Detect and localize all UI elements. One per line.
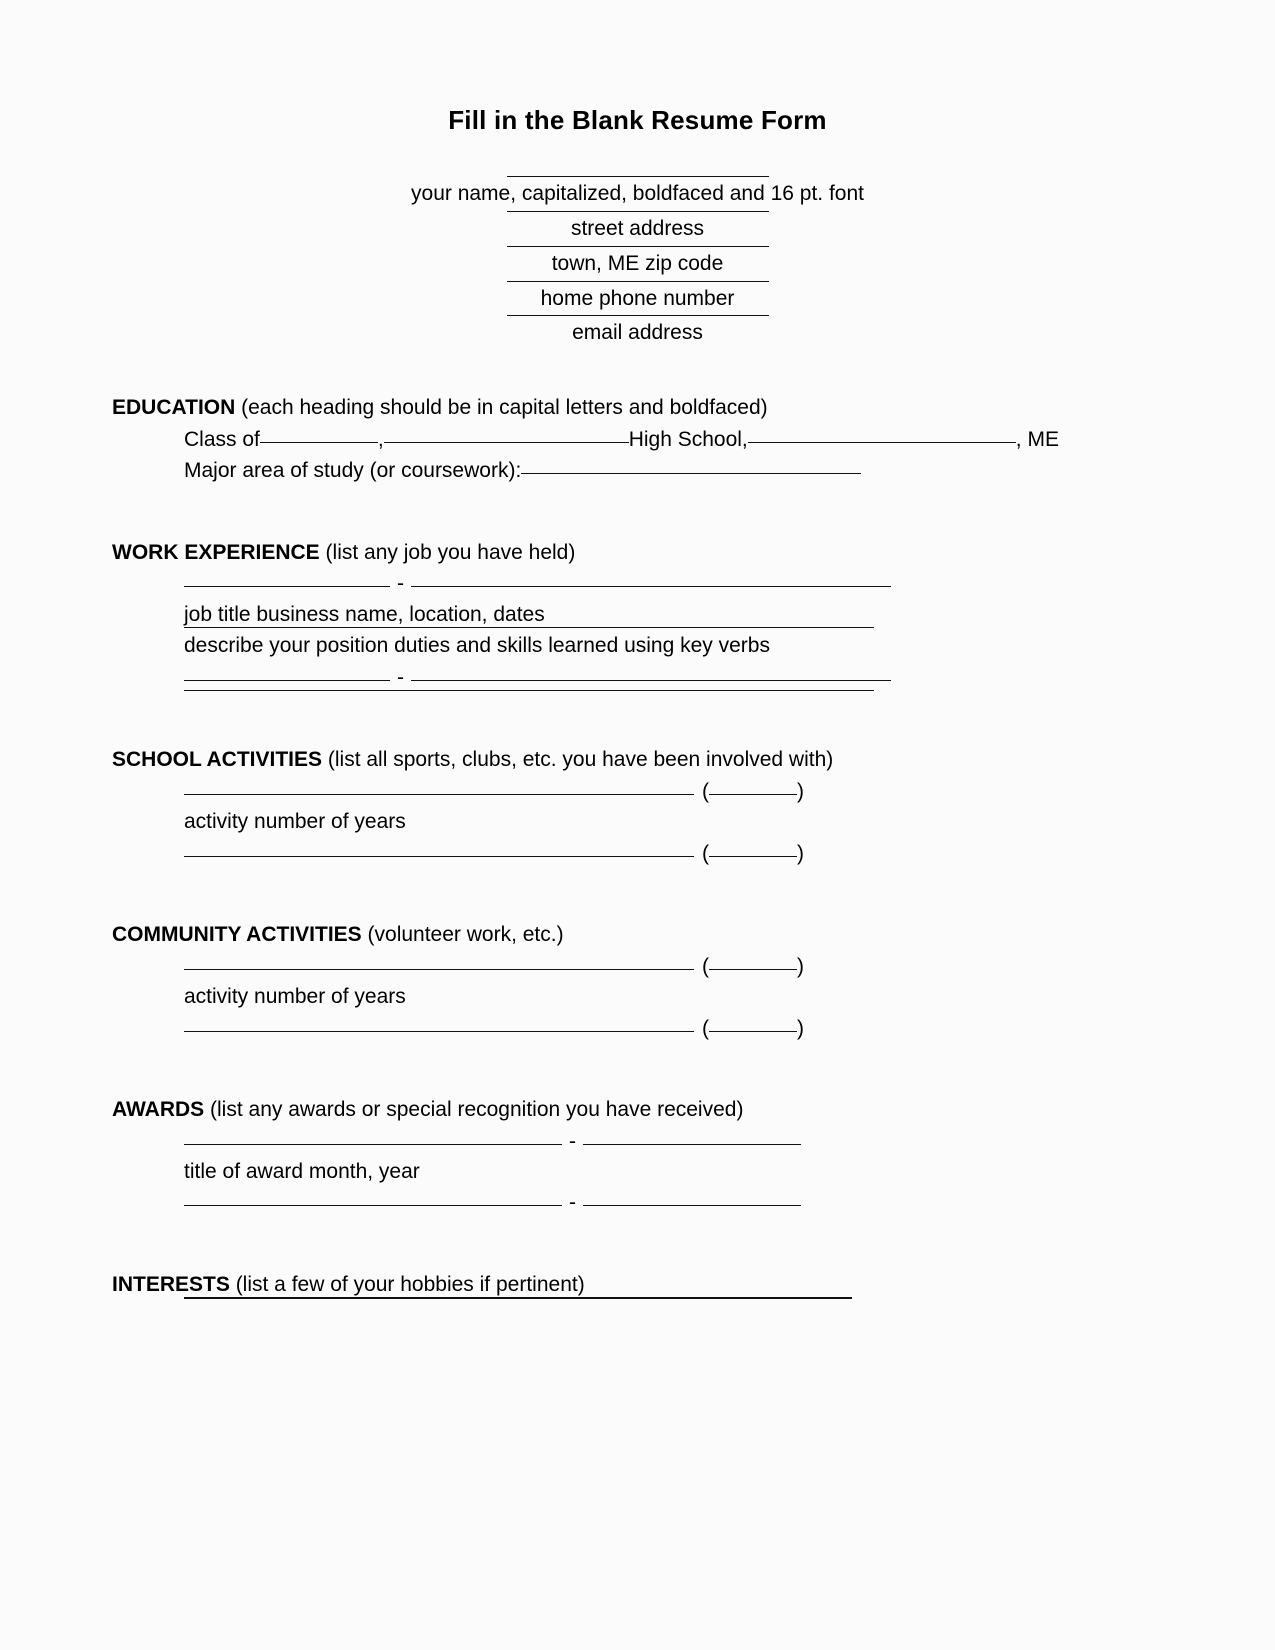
award-sub-label: title of award month, year [184, 1160, 420, 1183]
award-title-fill-1[interactable] [184, 1144, 562, 1145]
class-of-label: Class of [184, 427, 260, 451]
award-row-2 [184, 1187, 1179, 1219]
community-years-fill-2[interactable] [709, 1031, 797, 1032]
school-activities-heading-text: SCHOOL ACTIVITIES [112, 748, 323, 772]
email-fill-line[interactable] [507, 315, 769, 316]
school-paren-close-2: ) [797, 841, 804, 865]
work-experience-heading-text: WORK EXPERIENCE [112, 540, 320, 564]
community-activity-fill-1[interactable] [184, 969, 694, 970]
name-label: your name, capitalized, boldfaced and 16 pt. font [411, 182, 864, 206]
community-paren-open-2: ( [702, 1016, 709, 1040]
major-fill[interactable] [521, 473, 861, 474]
work-sub-label-2: describe your position duties and skills learned using key verbs [184, 634, 770, 658]
work-experience-heading [112, 537, 1179, 569]
school-activity-fill-1[interactable] [184, 794, 694, 795]
job-describe-fill[interactable] [184, 627, 874, 628]
email-label: email address [572, 321, 703, 345]
interests-heading [112, 1269, 1179, 1301]
school-activities-heading [112, 744, 1179, 776]
section-interests [112, 1269, 1179, 1303]
interests-row-2 [184, 1301, 1179, 1302]
award-date-fill-2[interactable] [583, 1205, 801, 1206]
job-details-fill-1[interactable] [411, 586, 891, 587]
school-activity-row-1 [184, 776, 1179, 808]
page-title: Fill in the Blank Resume Form [448, 105, 827, 135]
job-describe-fill-2[interactable] [184, 690, 874, 691]
work-experience-hint-text: (list any job you have held) [319, 540, 576, 564]
education-heading-text: EDUCATION [112, 396, 236, 420]
major-label: Major area of study (or coursework): [184, 459, 522, 483]
community-years-fill-1[interactable] [709, 969, 797, 970]
class-year-fill[interactable] [260, 442, 378, 443]
work-dash-2: - [397, 665, 404, 689]
job-title-fill-2[interactable] [184, 680, 390, 681]
spacer-after-school [112, 869, 1179, 919]
street-label: street address [570, 217, 705, 240]
awards-fields [112, 1126, 1179, 1219]
town-fill-line[interactable] [507, 246, 769, 247]
section-work-experience [112, 537, 1179, 694]
school-activity-row-2 [184, 838, 1179, 870]
award-dash-2: - [569, 1191, 576, 1215]
community-activities-hint-text: (volunteer work, etc.) [361, 923, 564, 947]
community-activities-fields [112, 951, 1179, 1044]
awards-hint-text: (list any awards or special recognition you have received) [204, 1098, 744, 1121]
contact-row-phone [0, 281, 1275, 314]
school-activity-sub-label: activity number of years [184, 810, 406, 834]
community-paren-close-1: ) [797, 954, 804, 978]
phone-fill-line[interactable] [507, 281, 769, 282]
education-heading [112, 392, 1179, 424]
work-entry-1-row [184, 568, 1179, 600]
section-community-activities [112, 919, 1179, 1044]
town-label: town, ME zip code [551, 251, 724, 275]
education-hint-text: (each heading should be in capital letters and boldfaced) [235, 396, 768, 420]
phone-label: home phone number [540, 286, 735, 310]
awards-heading-text: AWARDS [112, 1098, 205, 1121]
education-fields [112, 424, 1179, 487]
community-activities-heading [112, 919, 1179, 951]
work-experience-fields [112, 568, 1179, 694]
contact-row-name [0, 176, 1275, 209]
education-major-row [184, 455, 1179, 487]
spacer-after-community [112, 1044, 1179, 1094]
award-title-fill-2[interactable] [184, 1205, 562, 1206]
class-comma: , [377, 427, 384, 451]
spacer-after-education [112, 487, 1179, 537]
awards-heading [112, 1094, 1179, 1126]
award-row-1 [184, 1126, 1179, 1158]
street-fill-line[interactable] [507, 211, 769, 212]
job-title-fill-1[interactable] [184, 586, 390, 587]
high-school-label: High School, [628, 427, 748, 451]
community-activities-heading-text: COMMUNITY ACTIVITIES [112, 923, 362, 947]
spacer-after-work [112, 694, 1179, 744]
contact-row-street [0, 211, 1275, 244]
section-school-activities [112, 744, 1179, 869]
school-paren-close-1: ) [797, 779, 804, 803]
school-years-fill-2[interactable] [709, 856, 797, 857]
community-activity-fill-2[interactable] [184, 1031, 694, 1032]
school-years-fill-1[interactable] [709, 794, 797, 795]
work-dash-1: - [397, 572, 404, 596]
form-body [0, 392, 1275, 1302]
name-fill-line[interactable] [507, 176, 769, 177]
contact-row-town [0, 246, 1275, 279]
school-activities-hint-text: (list all sports, clubs, etc. you have been involved with) [322, 748, 834, 772]
spacer-after-awards [112, 1219, 1179, 1269]
job-details-fill-2[interactable] [411, 680, 891, 681]
school-paren-open-2: ( [702, 841, 709, 865]
community-activity-row-1 [184, 951, 1179, 983]
community-activity-sub-label: activity number of years [184, 985, 406, 1009]
school-activities-fields [112, 776, 1179, 869]
school-activity-fill-2[interactable] [184, 856, 694, 857]
high-school-town-fill[interactable] [748, 442, 1016, 443]
award-dash-1: - [569, 1129, 576, 1153]
contact-row-email [0, 315, 1275, 348]
community-paren-close-2: ) [797, 1016, 804, 1040]
education-state-label: , ME [1015, 427, 1059, 451]
section-awards [112, 1094, 1179, 1219]
interests-hint-text: (list a few of your hobbies if pertinent) [229, 1272, 585, 1296]
education-class-row [184, 424, 1179, 456]
interests-fill-2[interactable] [184, 1298, 852, 1299]
work-sub-label-1: job title business name, location, dates [184, 602, 545, 626]
interests-heading-text: INTERESTS [112, 1272, 230, 1296]
section-education [112, 392, 1179, 487]
contact-header-block [0, 176, 1275, 348]
high-school-name-fill[interactable] [384, 442, 629, 443]
community-paren-open-1: ( [702, 954, 709, 978]
interests-fields [112, 1300, 1179, 1302]
community-activity-row-2 [184, 1013, 1179, 1045]
school-paren-open-1: ( [702, 779, 709, 803]
work-entry-2-row [184, 662, 1179, 694]
award-date-fill-1[interactable] [583, 1144, 801, 1145]
